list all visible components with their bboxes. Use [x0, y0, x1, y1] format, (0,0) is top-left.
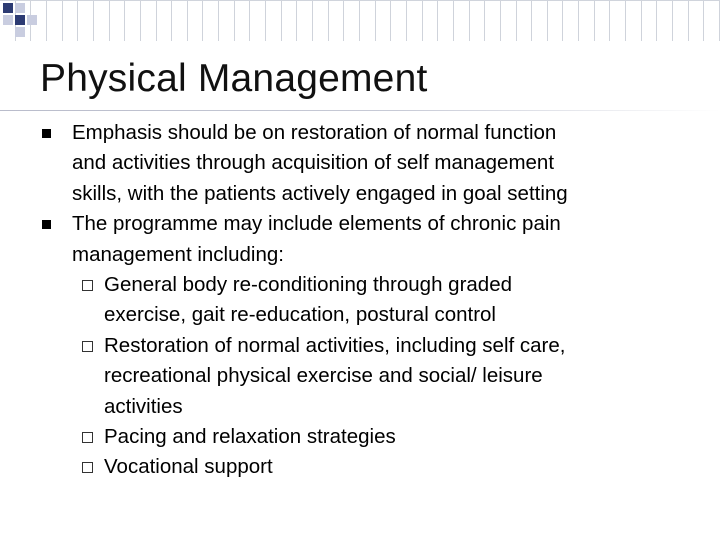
- square-bullet-icon: [42, 220, 51, 229]
- bullet-line: management including:: [72, 242, 284, 266]
- sub-bullet-item: [42, 270, 692, 331]
- hollow-square-bullet-icon: [82, 432, 93, 443]
- hollow-square-bullet-icon: [82, 462, 93, 473]
- hollow-square-bullet-icon: [82, 280, 93, 291]
- sub-bullet-line: activities: [104, 394, 183, 418]
- sub-bullet-item: [42, 331, 692, 422]
- bullet-item: [42, 209, 692, 270]
- sub-bullet-item: [42, 452, 692, 482]
- square-bullet-icon: [42, 129, 51, 138]
- title-underline: [0, 110, 720, 111]
- hollow-square-bullet-icon: [82, 341, 93, 352]
- corner-decoration: [0, 0, 40, 40]
- sub-bullet-line: Pacing and relaxation strategies: [104, 425, 396, 449]
- bullet-line: The programme may include elements of chronic pain: [72, 212, 561, 236]
- bullet-line: and activities through acquisition of self management: [72, 151, 555, 175]
- bullet-line: Emphasis should be on restoration of normal function: [72, 121, 557, 144]
- bullet-item: [42, 118, 692, 209]
- sub-bullet-line: Restoration of normal activities, including self care,: [104, 333, 566, 357]
- sub-bullet-line: General body re-conditioning through graded: [104, 273, 512, 297]
- header-band: [0, 0, 720, 41]
- slide-title: Physical Management: [40, 57, 428, 100]
- sub-bullet-line: Vocational support: [104, 455, 273, 479]
- slide-content: [42, 118, 692, 483]
- sub-bullet-line: exercise, gait re-education, postural control: [104, 303, 496, 327]
- sub-bullet-item: [42, 422, 692, 452]
- bullet-line: skills, with the patients actively engaged in goal setting: [72, 181, 568, 205]
- sub-bullet-line: recreational physical exercise and social/ leisure: [104, 364, 543, 388]
